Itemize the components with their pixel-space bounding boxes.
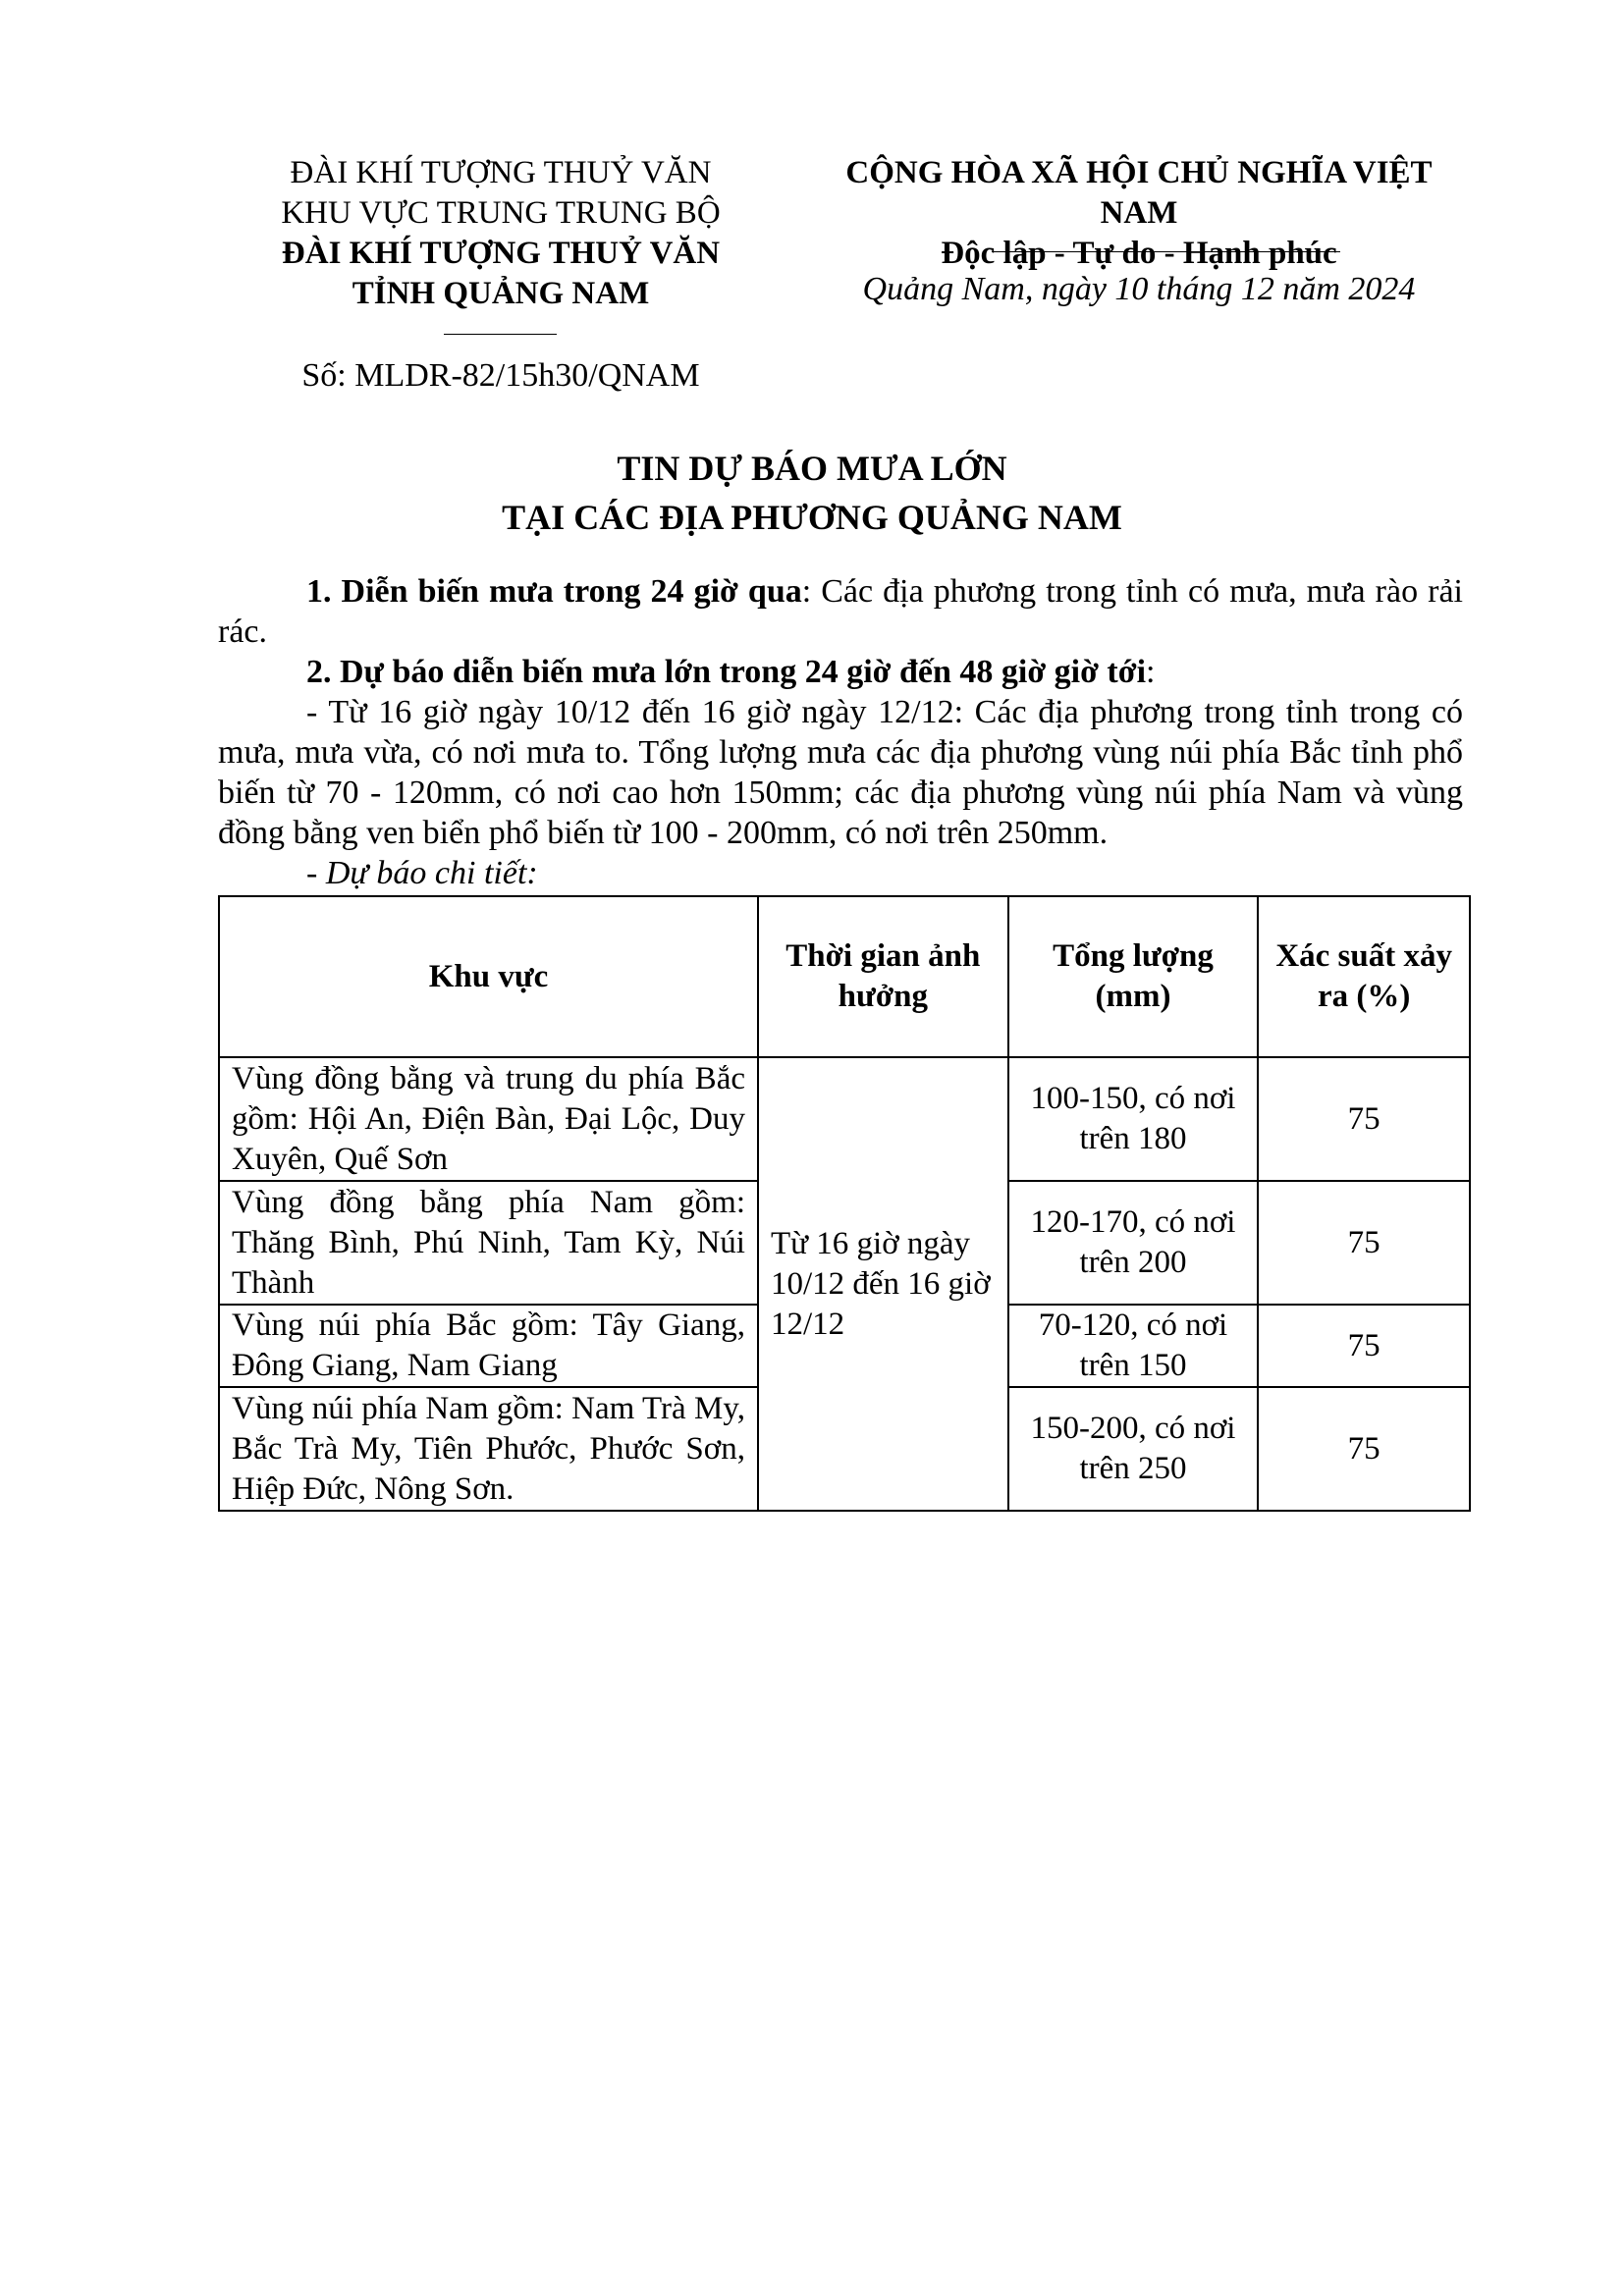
forecast-table: [218, 895, 1471, 1512]
document-title-line-1: TIN DỰ BÁO MƯA LỚN: [617, 449, 1007, 488]
agency-underline: [444, 334, 557, 335]
document-number: Số: MLDR-82/15h30/QNAM: [301, 357, 700, 394]
section-2-body: - Từ 16 giờ ngày 10/12 đến 16 giờ ngày 12/12: Các địa phương trong tỉnh trong có mưa, mưa vừa, có nơi mưa to. Tổng lượng mưa các địa phương vùng núi phía Bắc tỉnh phổ biến từ 70 - 120mm, có nơi cao hơn 150mm; các địa phương vùng núi phía Nam và vùng đồng bằng ven biển phổ biến từ 100 - 200mm, có nơi trên 250mm.: [218, 694, 1463, 851]
row-amount: 120-170, có nơi trên 200: [1008, 1181, 1259, 1305]
section-1: [218, 571, 1463, 652]
place-date: Quảng Nam, ngày 10 tháng 12 năm 2024: [862, 271, 1416, 307]
detail-label-line: [218, 853, 1463, 893]
table-header-row: [219, 896, 1470, 1057]
motto-underline: [992, 251, 1340, 252]
section-1-heading: 1. Diễn biến mưa trong 24 giờ qua: [306, 573, 802, 610]
row-area: Vùng núi phía Bắc gồm: Tây Giang, Đông Giang, Nam Giang: [219, 1305, 758, 1387]
header-time: Thời gian ảnh hưởng: [758, 896, 1008, 1057]
national-motto: Độc lập - Tự do - Hạnh phúc: [941, 236, 1337, 271]
row-probability: 75: [1258, 1305, 1470, 1387]
header-probability: Xác suất xảy ra (%): [1258, 896, 1470, 1057]
section-2-colon: :: [1146, 654, 1156, 690]
section-2-text: [218, 692, 1463, 853]
row-area: Vùng đồng bằng và trung du phía Bắc gồm: Hội An, Điện Bàn, Đại Lộc, Duy Xuyên, Quế Sơn: [219, 1057, 758, 1181]
document-title-line-2: TẠI CÁC ĐỊA PHƯƠNG QUẢNG NAM: [502, 498, 1122, 537]
header-amount: Tổng lượng (mm): [1008, 896, 1259, 1057]
row-probability: 75: [1258, 1057, 1470, 1181]
agency-line-1: ĐÀI KHÍ TƯỢNG THUỶ VĂN: [290, 155, 712, 190]
header-area: Khu vực: [219, 896, 758, 1057]
row-amount: 70-120, có nơi trên 150: [1008, 1305, 1259, 1387]
section-2-heading: 2. Dự báo diễn biến mưa lớn trong 24 giờ đến 48 giờ giờ tới: [306, 654, 1147, 690]
row-area: Vùng núi phía Nam gồm: Nam Trà My, Bắc Trà My, Tiên Phước, Phước Sơn, Hiệp Đức, Nông Sơn.: [219, 1387, 758, 1511]
row-amount: 150-200, có nơi trên 250: [1008, 1387, 1259, 1511]
section-2-heading-line: [218, 652, 1463, 692]
agency-header: [245, 153, 756, 314]
national-header: [815, 153, 1463, 274]
row-amount: 100-150, có nơi trên 180: [1008, 1057, 1259, 1181]
agency-line-3: ĐÀI KHÍ TƯỢNG THUỶ VĂN: [281, 236, 721, 271]
row-probability: 75: [1258, 1387, 1470, 1511]
section-1-text: : Các địa phương trong tỉnh có mưa, mưa rào rải rác.: [218, 573, 1463, 650]
national-title: CỘNG HÒA XÃ HỘI CHỦ NGHĨA VIỆT NAM: [845, 155, 1433, 231]
detail-label: - Dự báo chi tiết:: [306, 855, 538, 891]
agency-line-4: TỈNH QUẢNG NAM: [352, 276, 650, 311]
row-area: Vùng đồng bằng phía Nam gồm: Thăng Bình, Phú Ninh, Tam Kỳ, Núi Thành: [219, 1181, 758, 1305]
row-time: Từ 16 giờ ngày 10/12 đến 16 giờ 12/12: [758, 1057, 1008, 1511]
table-row: [219, 1057, 1470, 1181]
row-probability: 75: [1258, 1181, 1470, 1305]
agency-line-2: KHU VỰC TRUNG TRUNG BỘ: [281, 195, 721, 231]
